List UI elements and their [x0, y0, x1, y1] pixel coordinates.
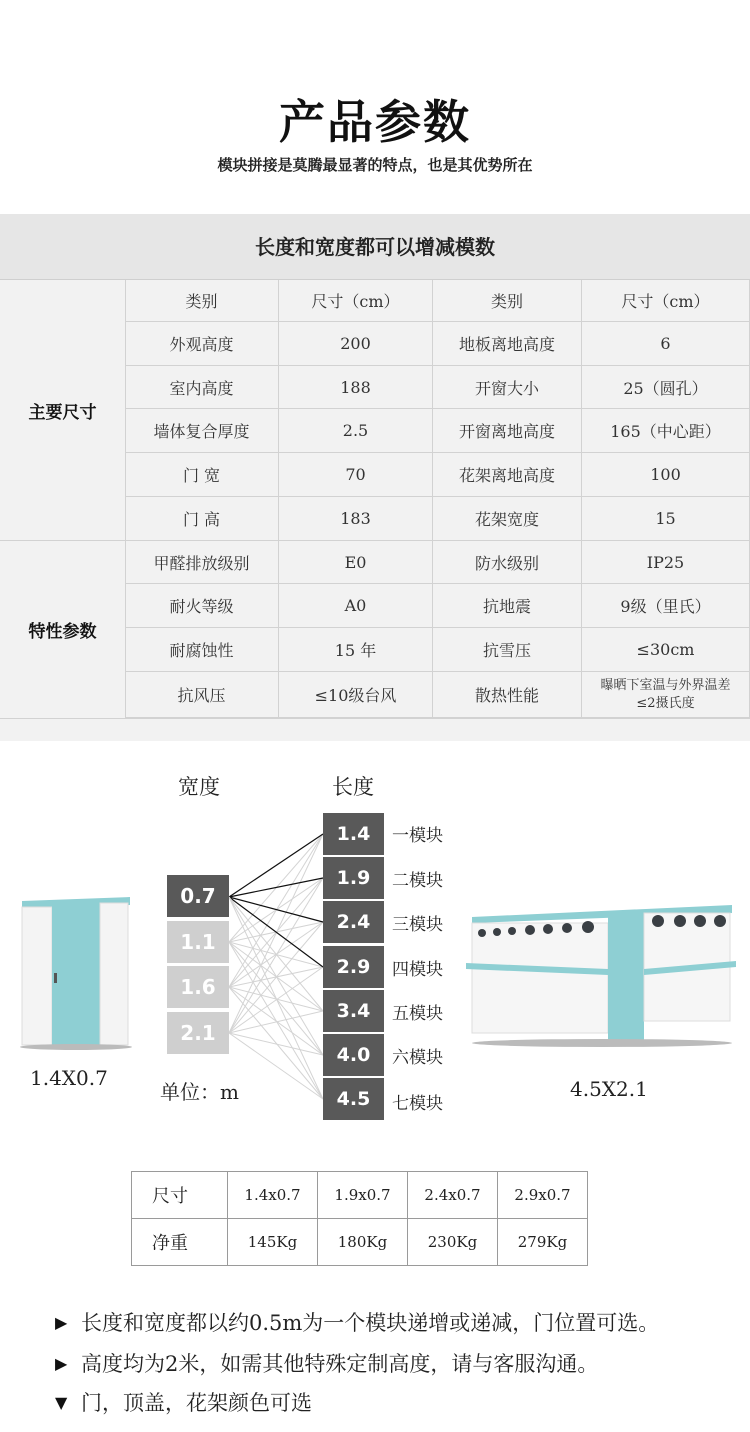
table-cell: 9级（里氏）: [582, 584, 750, 628]
table-cell: 防水级别: [433, 541, 582, 584]
table-cell: 甲醛排放级别: [125, 541, 279, 584]
column-header: 类别: [433, 280, 582, 322]
page-title: 产品参数: [279, 95, 471, 149]
note-text: 长度和宽度都以约0.5m为一个模块递增或递减，门位置可选。: [81, 1311, 660, 1335]
width-title: 宽度: [178, 775, 220, 799]
length-option: 1.4: [323, 813, 384, 855]
note-text: 高度均为2米，如需其他特殊定制高度，请与客服沟通。: [81, 1352, 599, 1376]
table-cell: 279Kg: [498, 1219, 588, 1266]
spec-table-heading: 长度和宽度都可以增减模数: [0, 214, 750, 280]
table-cell: 70: [279, 453, 433, 497]
table-cell: 抗雪压: [433, 628, 582, 672]
module-label: 四模块: [392, 960, 443, 980]
table-cell: 200: [279, 322, 433, 366]
table-cell: 15: [582, 497, 750, 541]
length-option: 3.4: [323, 990, 384, 1032]
module-label: 七模块: [392, 1094, 443, 1114]
spec-table: [0, 214, 750, 741]
note-item: [55, 1387, 312, 1417]
module-label: 一模块: [392, 826, 443, 846]
table-cell: 1.9x0.7: [318, 1172, 408, 1219]
table-cell: 183: [279, 497, 433, 541]
width-option: 1.6: [167, 966, 229, 1008]
table-cell: 165（中心距）: [582, 409, 750, 453]
table-cell: 花架宽度: [433, 497, 582, 541]
weight-table: [131, 1171, 588, 1266]
table-cell: 2.4x0.7: [408, 1172, 498, 1219]
module-label: 六模块: [392, 1048, 443, 1068]
length-option: 2.4: [323, 901, 384, 943]
table-cell: ≤10级台风: [279, 672, 433, 718]
table-cell: 100: [582, 453, 750, 497]
length-option: 4.0: [323, 1034, 384, 1076]
group-label-properties: 特性参数: [28, 622, 97, 642]
table-cell: 地板离地高度: [433, 322, 582, 366]
small-cabin-illustration: [18, 891, 138, 1051]
table-cell: 145Kg: [228, 1219, 318, 1266]
table-cell: 开窗离地高度: [433, 409, 582, 453]
note-item: [55, 1348, 598, 1378]
row-header: 净重: [132, 1219, 228, 1266]
table-cell: 抗风压: [125, 672, 279, 718]
triangle-right-icon: ▶: [55, 1312, 68, 1332]
width-option: 0.7: [167, 875, 229, 917]
table-cell: 外观高度: [125, 322, 279, 366]
triangle-right-icon: ▶: [55, 1353, 68, 1373]
table-cell: 开窗大小: [433, 366, 582, 409]
unit-label: 单位：m: [160, 1080, 239, 1104]
table-cell: 室内高度: [125, 366, 279, 409]
table-cell: 散热性能: [433, 672, 582, 718]
table-row: [132, 1172, 588, 1219]
table-cell: 耐火等级: [125, 584, 279, 628]
table-cell: 180Kg: [318, 1219, 408, 1266]
table-cell: 曝晒下室温与外界温差≤2摄氏度: [582, 672, 750, 718]
module-diagram: [0, 741, 750, 1161]
table-cell: 花架离地高度: [433, 453, 582, 497]
table-cell: 门 宽: [125, 453, 279, 497]
module-label: 三模块: [392, 915, 443, 935]
group-label-dimensions: 主要尺寸: [28, 403, 97, 423]
length-option: 4.5: [323, 1078, 384, 1120]
length-title: 长度: [332, 775, 374, 799]
table-cell: 25（圆孔）: [582, 366, 750, 409]
table-cell: E0: [279, 541, 433, 584]
table-cell: A0: [279, 584, 433, 628]
note-item: [55, 1307, 659, 1337]
width-option: 1.1: [167, 921, 229, 963]
table-cell: 2.5: [279, 409, 433, 453]
table-cell: ≤30cm: [582, 628, 750, 672]
table-cell: 耐腐蚀性: [125, 628, 279, 672]
row-header: 尺寸: [132, 1172, 228, 1219]
table-cell: 1.4x0.7: [228, 1172, 318, 1219]
table-cell: IP25: [582, 541, 750, 584]
table-cell: 15 年: [279, 628, 433, 672]
small-cabin-dimension: 1.4X0.7: [30, 1066, 108, 1090]
table-cell: 6: [582, 322, 750, 366]
length-option: 1.9: [323, 857, 384, 899]
width-option: 2.1: [167, 1012, 229, 1054]
large-cabin-illustration: [466, 899, 738, 1049]
large-cabin-dimension: 4.5X2.1: [570, 1077, 648, 1101]
table-cell: 188: [279, 366, 433, 409]
table-cell: 墙体复合厚度: [125, 409, 279, 453]
column-header: 尺寸（cm）: [279, 280, 433, 322]
table-cell: 230Kg: [408, 1219, 498, 1266]
note-text: 门，顶盖，花架颜色可选: [81, 1391, 312, 1415]
column-header: 尺寸（cm）: [582, 280, 750, 322]
column-header: 类别: [125, 280, 279, 322]
table-cell: 门 高: [125, 497, 279, 541]
table-row: [132, 1219, 588, 1266]
table-cell: 抗地震: [433, 584, 582, 628]
table-cell: 2.9x0.7: [498, 1172, 588, 1219]
triangle-down-icon: ▼: [55, 1392, 68, 1412]
module-label: 五模块: [392, 1004, 443, 1024]
page-subtitle: 模块拼接是莫腾最显著的特点，也是其优势所在: [217, 156, 533, 174]
length-option: 2.9: [323, 946, 384, 988]
module-label: 二模块: [392, 871, 443, 891]
